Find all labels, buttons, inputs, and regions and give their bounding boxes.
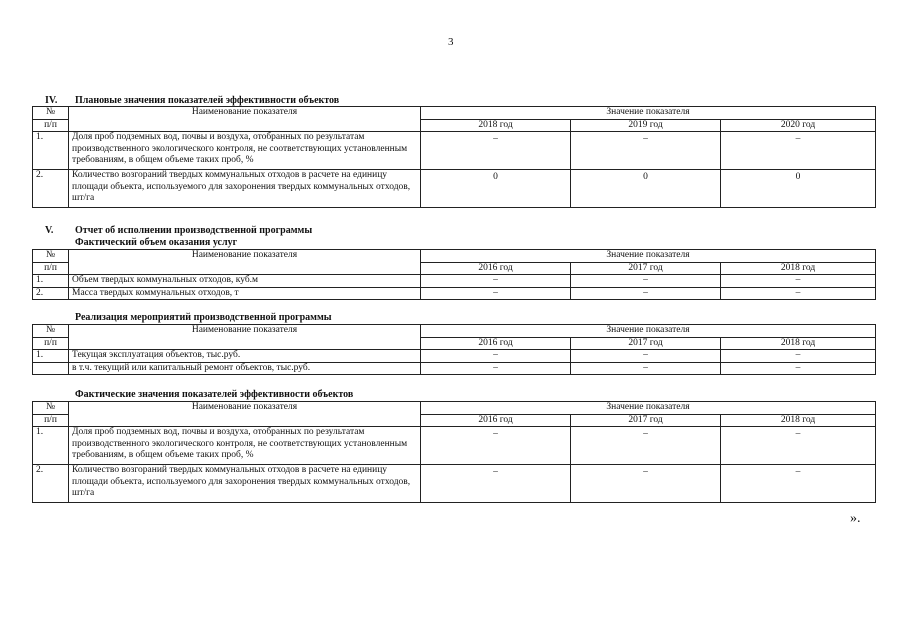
closing-quote: ». — [850, 511, 861, 526]
row-value: – — [571, 427, 721, 465]
year-header: 2020 год — [721, 119, 876, 132]
header-pp: п/п — [33, 119, 69, 132]
table-row — [33, 427, 876, 465]
section-5-subtitle: Фактический объем оказания услуг — [75, 237, 238, 248]
section-4-title: Плановые значения показателей эффективности объектов — [75, 95, 340, 106]
actual-indicators-table — [32, 401, 876, 503]
implementation-table — [32, 324, 876, 375]
row-value: – — [721, 275, 876, 288]
table-row — [33, 362, 876, 375]
table-row — [33, 170, 876, 208]
row-value: – — [571, 350, 721, 363]
year-header: 2017 год — [571, 414, 721, 427]
row-value: – — [421, 350, 571, 363]
row-name: Доля проб подземных вод, почвы и воздуха, отобранных по результатам производственного экологического контроля, не соответствующих установленным требованиям, в общем объеме таких проб, % — [69, 427, 421, 465]
header-pp: п/п — [33, 337, 69, 350]
section-4-heading — [45, 95, 339, 106]
section-5-heading — [45, 225, 312, 236]
row-value: – — [421, 275, 571, 288]
year-header: 2018 год — [421, 119, 571, 132]
services-volume-table — [32, 249, 876, 300]
table-row — [33, 275, 876, 288]
header-name: Наименование показателя — [69, 402, 421, 427]
header-no: № — [33, 325, 69, 338]
row-value: 0 — [571, 170, 721, 208]
row-name: Количество возгораний твердых коммунальных отходов в расчете на единицу площади объекта, используемого для захоронения твердых коммунальных отходов, шт/га — [69, 170, 421, 208]
row-value: – — [721, 287, 876, 300]
header-value: Значение показателя — [421, 402, 876, 415]
year-header: 2018 год — [721, 262, 876, 275]
row-value: – — [571, 287, 721, 300]
row-number: 2. — [33, 170, 69, 208]
table-row — [33, 350, 876, 363]
row-value: – — [421, 287, 571, 300]
header-pp: п/п — [33, 262, 69, 275]
row-value: – — [721, 427, 876, 465]
row-value: 0 — [421, 170, 571, 208]
header-no: № — [33, 107, 69, 120]
year-header: 2016 год — [421, 262, 571, 275]
year-header: 2018 год — [721, 337, 876, 350]
implementation-subtitle: Реализация мероприятий производственной программы — [75, 312, 332, 323]
year-header: 2016 год — [421, 337, 571, 350]
row-number: 1. — [33, 275, 69, 288]
row-name: Текущая эксплуатация объектов, тыс.руб. — [69, 350, 421, 363]
row-number: 2. — [33, 465, 69, 503]
header-name: Наименование показателя — [69, 250, 421, 275]
header-value: Значение показателя — [421, 107, 876, 120]
row-number: 1. — [33, 132, 69, 170]
year-header: 2018 год — [721, 414, 876, 427]
row-value: – — [421, 427, 571, 465]
row-value: – — [421, 132, 571, 170]
section-5-number: V. — [45, 225, 54, 236]
row-name: Количество возгораний твердых коммунальных отходов в расчете на единицу площади объекта, используемого для захоронения твердых коммунальных отходов, шт/га — [69, 465, 421, 503]
row-value: – — [421, 362, 571, 375]
row-value: 0 — [721, 170, 876, 208]
row-name: Объем твердых коммунальных отходов, куб.м — [69, 275, 421, 288]
header-name: Наименование показателя — [69, 107, 421, 132]
row-number: 1. — [33, 427, 69, 465]
section-4-number: IV. — [45, 95, 58, 106]
header-value: Значение показателя — [421, 250, 876, 263]
table-row — [33, 287, 876, 300]
row-number: 2. — [33, 287, 69, 300]
page-number: 3 — [448, 36, 454, 48]
row-value: – — [571, 132, 721, 170]
table-row — [33, 132, 876, 170]
row-value: – — [571, 362, 721, 375]
row-name: Масса твердых коммунальных отходов, т — [69, 287, 421, 300]
header-value: Значение показателя — [421, 325, 876, 338]
row-value: – — [721, 465, 876, 503]
row-number — [33, 362, 69, 375]
header-name: Наименование показателя — [69, 325, 421, 350]
year-header: 2019 год — [571, 119, 721, 132]
row-name: Доля проб подземных вод, почвы и воздуха, отобранных по результатам производственного экологического контроля, не соответствующих установленным требованиям, в общем объеме таких проб, % — [69, 132, 421, 170]
header-no: № — [33, 250, 69, 263]
row-value: – — [421, 465, 571, 503]
year-header: 2017 год — [571, 337, 721, 350]
row-value: – — [571, 465, 721, 503]
section-5-title: Отчет об исполнении производственной программы — [75, 225, 313, 236]
planned-indicators-table — [32, 106, 876, 208]
row-value: – — [571, 275, 721, 288]
row-name: в т.ч. текущий или капитальный ремонт объектов, тыс.руб. — [69, 362, 421, 375]
header-pp: п/п — [33, 414, 69, 427]
row-value: – — [721, 362, 876, 375]
row-number: 1. — [33, 350, 69, 363]
header-no: № — [33, 402, 69, 415]
row-value: – — [721, 132, 876, 170]
table-row — [33, 465, 876, 503]
year-header: 2016 год — [421, 414, 571, 427]
year-header: 2017 год — [571, 262, 721, 275]
row-value: – — [721, 350, 876, 363]
actual-indicators-subtitle: Фактические значения показателей эффективности объектов — [75, 389, 354, 400]
